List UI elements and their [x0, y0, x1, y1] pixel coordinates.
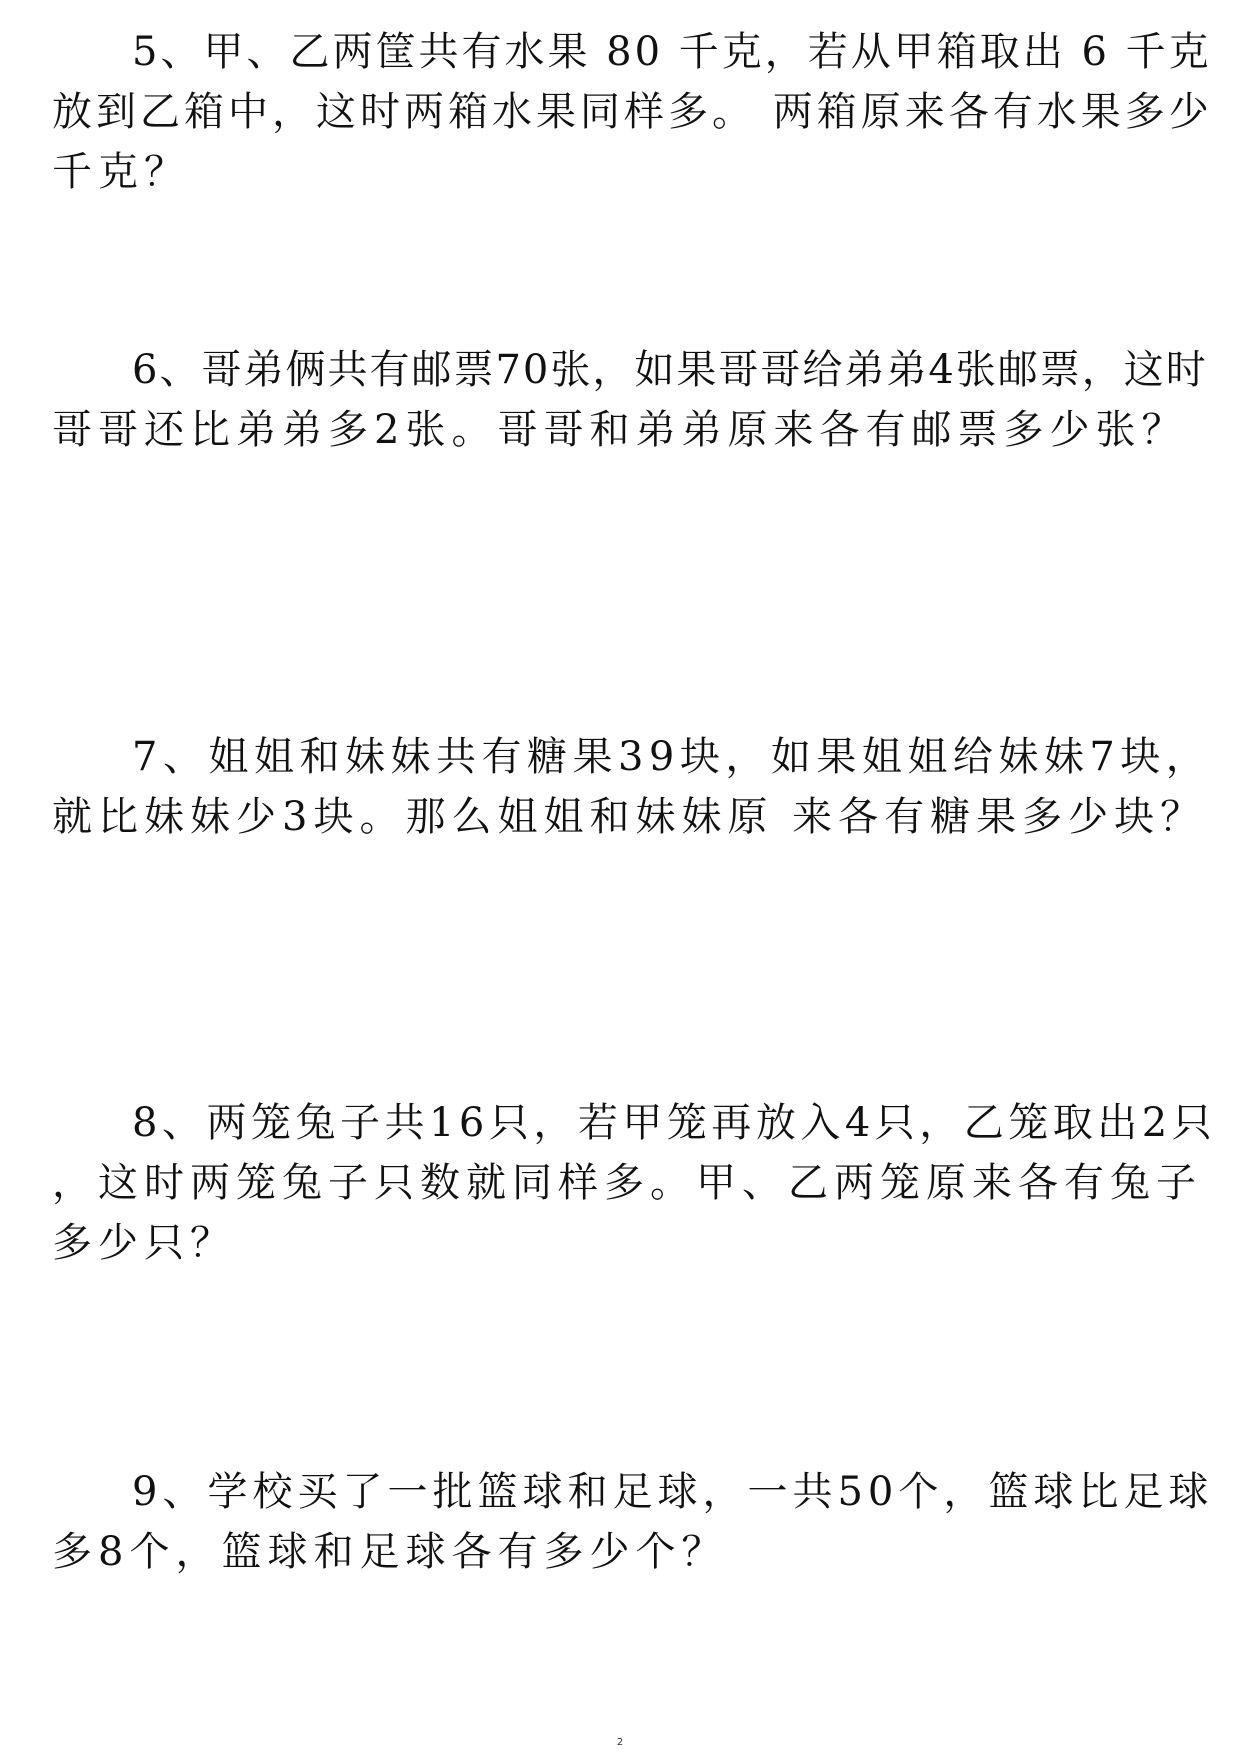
page-number: 2	[616, 1737, 624, 1748]
word-problem-8	[52, 1093, 1217, 1273]
problem-line: ，这时两笼兔子只数就同样多。甲、乙两笼原来各有兔子	[52, 1160, 1202, 1206]
word-problem-7	[52, 727, 1212, 847]
problem-line: 千克？	[52, 149, 190, 195]
problem-line: 就比妹妹少3块。那么姐姐和妹妹原 来各有糖果多少块？	[52, 794, 1207, 840]
problem-line: 5、甲、乙两筐共有水果 80 千克，若从甲箱取出 6 千克	[132, 29, 1212, 75]
word-problem-6	[52, 340, 1208, 460]
word-problem-5	[52, 22, 1213, 202]
problem-line: 7、姐姐和妹妹共有糖果39块，如果姐姐给妹妹7块，	[132, 734, 1212, 780]
problem-line: 放到乙箱中，这时两箱水果同样多。 两箱原来各有水果多少	[52, 89, 1213, 135]
problem-line: 8、两笼兔子共16只，若甲笼再放入4只，乙笼取出2只	[132, 1100, 1217, 1146]
problem-line: 多8个，篮球和足球各有多少个？	[52, 1529, 728, 1575]
problem-line: 多少只？	[52, 1220, 236, 1266]
problem-line: 哥哥还比弟弟多2张。哥哥和弟弟原来各有邮票多少张？	[52, 407, 1188, 453]
problem-line: 6、哥弟俩共有邮票70张，如果哥哥给弟弟4张邮票，这时	[132, 347, 1208, 393]
word-problem-9	[52, 1462, 1214, 1582]
problem-line: 9、学校买了一批篮球和足球，一共50个，篮球比足球	[132, 1469, 1214, 1515]
